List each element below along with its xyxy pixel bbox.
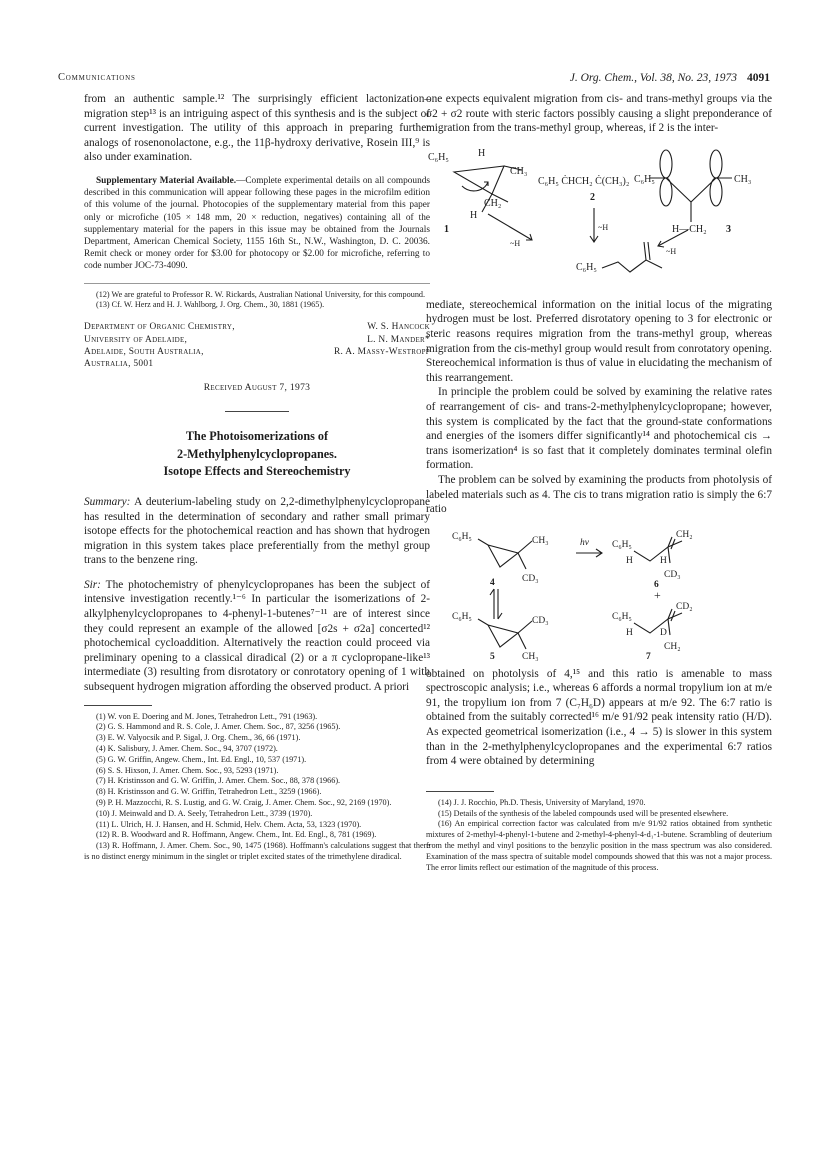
body-paragraph: [84, 578, 430, 695]
compound-number: 4: [490, 577, 495, 588]
body-paragraph: one expects equivalent migration from cis- and trans-methyl groups via the σ2 + σ2 route with steric factors possibly causing a slight preponderance of migration from the trans-methyl group, whereas, if 2 is the inter-: [426, 93, 772, 135]
affiliation-line: University of Adelaide,: [84, 334, 188, 345]
journal-reference: J. Org. Chem., Vol. 38, No. 23, 1973: [569, 72, 737, 84]
formula-label: H: [478, 147, 486, 159]
author-name: L. N. Mander*: [367, 334, 430, 345]
formula-label: C₆H₅: [612, 611, 632, 622]
reference-item: (8) H. Kristinsson and G. W. Griffin, Tetrahedron Lett., 3259 (1966).: [96, 787, 322, 797]
author-name: R. A. Massy-Westropp: [333, 347, 430, 357]
author-signature: [84, 321, 430, 371]
right-column: [426, 92, 772, 873]
journal-citation: [570, 72, 770, 84]
footnote-item: (16) An empirical correction factor was calculated from m/e 91/92 ratios obtained from synthetic mixtures of 2-methyl-4-phenyl-1-butene and 2-methyl-4-phenyl-4-d₁-1-butene. Scrambling of deuterium from the methyl and vinyl positions to the benzylic position in the mass spectrum was also considered. Examination of the mass spectra of suitable model compounds showed that this was not a major process. The error limits reflect our estimation of the magnitude of this process.: [426, 819, 772, 872]
reference-item: (12) R. B. Woodward and R. Hoffmann, Angew. Chem., Int. Ed. Engl., 8, 781 (1969).: [96, 830, 377, 840]
reference-item: (11) L. Ulrich, H. J. Hansen, and H. Schmid, Helv. Chem. Acta, 53, 1323 (1970).: [96, 819, 362, 829]
formula-label: CD₃: [664, 569, 681, 580]
left-column: [84, 92, 430, 863]
sir-label: Sir:: [84, 578, 101, 591]
affiliation-line: Australia, 5001: [84, 359, 154, 370]
reference-item: (7) H. Kristinsson and G. W. Griffin, J. Amer. Chem. Soc., 88, 378 (1966).: [96, 776, 341, 786]
cyclopropane-ring: [488, 545, 518, 567]
formula-label: CD₃: [522, 573, 539, 584]
formula-label: D: [660, 627, 667, 638]
supplementary-material: [84, 175, 430, 273]
formula-label: CD₂: [676, 601, 693, 612]
body-paragraph: obtained on photolysis of 4,¹⁵ and this ratio is amenable to mass spectroscopic analysis; i.e., whereas 6 affords a normal tropylium ion at m/e 91, the tropylium ion from 7 (C₇H₆D) appears at m/e 92. The 6:7 ratio is obtained from the suitably corrected¹⁶ m/e 91/92 peak intensity ratio (H/D). As expected geometrical isomerization (i.e., 4 → 5) is slower in this system than in the 2-methylphenylcyclopropanes and the experimental 6:7 ratios from 4 were obtained by determining: [426, 667, 772, 768]
reference-item: (3) E. W. Valyocsik and P. Sigal, J. Org. Chem., 36, 66 (1971).: [96, 733, 301, 743]
authors: [334, 321, 430, 371]
affiliation-line: Department of Organic Chemistry,: [84, 322, 235, 333]
reference-item: (2) G. S. Hammond and R. S. Cole, J. Amer. Chem. Soc., 87, 3256 (1965).: [96, 722, 341, 732]
running-header: [58, 72, 770, 88]
article-separator: [225, 411, 289, 412]
formula-label: C₆H₅: [634, 173, 655, 185]
plus-sign: +: [654, 587, 661, 602]
formula-label: C₆H₅: [452, 611, 472, 622]
hydride-shift-label: ~H: [666, 246, 677, 256]
reference-item: (5) G. W. Griffin, Angew. Chem., Int. Ed. Engl., 10, 537 (1971).: [96, 754, 307, 764]
body-paragraph: The problem can be solved by examining the products from photolysis of labeled materials such as 4. The cis to trans migration ratio is simply the 6:7 ratio: [426, 473, 772, 516]
title-line: 2-Methylphenylcyclopropanes.: [177, 446, 337, 461]
section-name: Communications: [58, 72, 136, 83]
footnote-12: (12) We are grateful to Professor R. W. Rickards, Australian National University, for this compound.: [96, 289, 426, 299]
reference-item: (1) W. von E. Doering and M. Jones, Tetrahedron Lett., 791 (1963).: [96, 711, 318, 721]
supplementary-text: —Complete experimental details on all compounds described in this communication will appear following these pages in the microfilm edition of this volume of the journal. Photocopies of the supplementary material from this paper only or microfiche (105 × 148 mm, 20 × reduction, negatives) containing all of the supplementary material for the papers in this issue may be obtained from the Journals Department, American Chemical Society, 1155 16th St., N.W., Washington, D. C. 20036. Remit check or money order for $3.00 for photocopy or $2.00 for microfiche, referring to code number JOC-73-4090.: [84, 175, 430, 272]
compound-number: 5: [490, 651, 495, 661]
p-orbital-lobe: [660, 150, 672, 178]
footnote-divider: [84, 283, 430, 284]
body-paragraph: mediate, stereochemical information on the initial locus of the migrating hydrogen must be lost. Preferred disrotatory opening to 3 for electronic or steric reasons requires migration from the trans-methyl group, whereas migration from the cis-methyl group would result from conrotatory opening. Stereochemical information is thus of value in elucidating the mechanism of this rearrangement.: [426, 298, 772, 384]
summary-label: Summary:: [84, 495, 131, 508]
formula-label: CH₂: [664, 641, 681, 652]
summary-paragraph: [84, 495, 430, 568]
compound-number: 6: [654, 579, 659, 590]
formula-label: C₆H₅: [612, 539, 632, 550]
footnote-divider: [84, 705, 152, 706]
p-orbital-lobe: [710, 150, 722, 178]
formula-label: CH₃: [510, 165, 528, 177]
reference-list: [84, 712, 430, 863]
formula-label: H: [470, 209, 478, 221]
product-chain: [602, 260, 662, 272]
reference-item: (10) J. Meinwald and D. A. Seely, Tetrahedron Lett., 3739 (1970).: [96, 808, 313, 818]
reaction-scheme-2: [426, 523, 772, 661]
reference-item: (4) K. Salisbury, J. Amer. Chem. Soc., 94, 3707 (1972).: [96, 744, 278, 754]
formula-label: CH₃: [522, 651, 539, 661]
reaction-scheme-1: [426, 142, 772, 292]
footnote-divider: [426, 791, 494, 792]
title-line: Isotope Effects and Stereochemistry: [163, 464, 351, 479]
formula-label: H: [626, 627, 633, 638]
hydride-shift-label: ~H: [510, 238, 521, 248]
title-line: The Photoisomerizations of: [185, 429, 329, 444]
hydride-shift-label: ~H: [598, 222, 609, 232]
product-chain: [634, 613, 682, 633]
body-paragraph: In principle the problem could be solved by examining the relative rates of rearrangement of cis- and trans-2-methylphenylcyclopropane; however, this system is complicated by the fact that the ground-state conformations and energies of the isomers differ significantly¹⁴ and photochemical cis → trans isomerization⁴ is so fast that it completely dominates terminal olefin formation.: [426, 386, 772, 472]
affiliation: [84, 321, 235, 371]
compound-number: 1: [444, 223, 449, 235]
supplementary-heading: Supplementary Material Available.: [96, 175, 237, 186]
formula-label: H: [626, 555, 633, 566]
formula-label: CH₃: [532, 535, 549, 546]
compound-number: 7: [646, 651, 651, 661]
formula-label: C₆H₅: [576, 261, 597, 273]
formula-label: C₆H₅: [428, 151, 449, 163]
footnote-item: (14) J. J. Rocchio, Ph.D. Thesis, University of Maryland, 1970.: [438, 797, 646, 807]
biradical-formula: C₆H₅ ĊHCH₂ Ċ(CH₃)₂: [538, 175, 630, 187]
received-date: Received August 7, 1973: [203, 381, 311, 393]
formula-label: CH₂: [676, 529, 693, 540]
cyclopropane-ring: [488, 625, 518, 647]
formula-label: H—CH₂: [672, 223, 707, 235]
compound-number: 2: [590, 191, 595, 203]
photolysis-label: hν: [580, 537, 589, 548]
page-number: 4091: [747, 72, 770, 84]
footnote-item: (15) Details of the synthesis of the labeled compounds used will be presented elsewhere.: [438, 808, 729, 818]
formula-label: CH₃: [734, 173, 752, 185]
summary-text: A deuterium-labeling study on 2,2-dimethylphenylcyclopropane has resulted in the determination of secondary and rather small primary isotope effects for the photochemical reaction and has shown that hydrogen migration in this system takes place preferentially from the methyl group trans to the benzene ring.: [84, 495, 430, 567]
article-title: [84, 428, 430, 481]
formula-label: C₆H₅: [452, 531, 472, 542]
intro-paragraph: from an authentic sample.¹² The surprisingly efficient lactonization–migration step¹³ is an intriguing aspect of this synthesis and is the subject of current investigation. The utility of this approach in preparing further analogs of rosenonolactone, e.g., the 11β-hydroxy derivative, Rosein III,⁹ is also under examination.: [84, 93, 430, 164]
footnote-13: (13) Cf. W. Herz and H. J. Wahlborg, J. Org. Chem., 30, 1881 (1965).: [96, 300, 325, 310]
reference-item: (13) R. Hoffmann, J. Amer. Chem. Soc., 90, 1475 (1968). Hoffmann's calculations suggest that there is no distinct energy minimum in the singlet or triplet excited states of the trimethylene diradical.: [84, 841, 430, 861]
product-chain: [634, 541, 682, 561]
reference-item: (6) S. S. Hixson, J. Amer. Chem. Soc., 93, 5293 (1971).: [96, 765, 279, 775]
reference-item: (9) P. H. Mazzocchi, R. S. Lustig, and G. W. Craig, J. Amer. Chem. Soc., 92, 2169 (1970).: [96, 798, 392, 807]
formula-label: CH₂: [484, 197, 502, 209]
sir-text: The photochemistry of phenylcyclopropanes has been the subject of intensive investigation recently.¹⁻⁶ In particular the isomerizations of 2-alkylphenylcyclopropanes to 4-phenyl-1-butenes⁷⁻¹¹ are of interest since they could represent an example of the allowed [σ2s + σ2a] concerted¹² photochemical cycloaddition. Alternatively the reaction could proceed via preliminary opening to a classical diradical (2) or a π cyclopropane-like¹³ intermediate (3) resulting from disrotatory or conrotatory opening of 1 with subsequent hydrogen migration affording the observed product. A priori: [84, 578, 430, 694]
formula-label: H: [660, 555, 667, 566]
author-name: W. S. Hancock: [367, 322, 430, 333]
footnote-list: [426, 798, 772, 874]
formula-label: CD₃: [532, 615, 549, 626]
compound-number: 3: [726, 223, 731, 235]
affiliation-line: Adelaide, South Australia,: [84, 347, 204, 357]
